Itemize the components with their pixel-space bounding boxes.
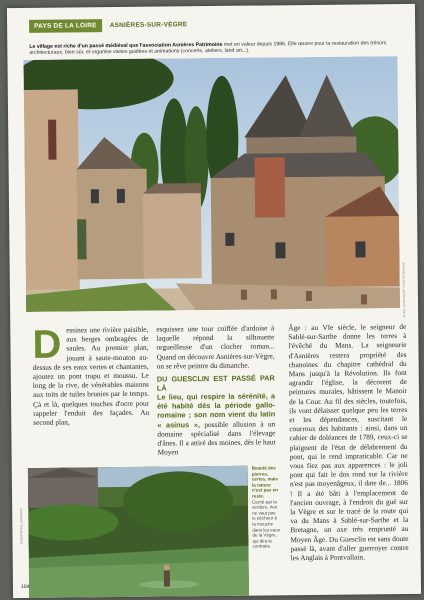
photo-credit: ALAIN LE BACQUER / PHOTOGRAPHIE [401, 261, 407, 318]
subheading: DU GUESCLIN EST PASSÉ PAR LÀ [156, 373, 275, 393]
photo-caption [29, 40, 389, 57]
place-label: ASNIÈRES-SUR-VÈGRE [109, 21, 188, 30]
village-photo [23, 56, 400, 312]
column-2-lede: Le lieu, qui respire la sérénité, a été habité dès la période gallo-romaine ; son nom vient du latin « asinus », [156, 391, 276, 430]
article-column-1 [32, 322, 150, 427]
main-photo [23, 56, 400, 312]
side-caption-body: Cerné par la verdure, rien ne vaut pas le pêcheur à la mouche dans les eaux de la Vègre, qui dira le contraire. [252, 498, 281, 549]
section-header [29, 18, 187, 33]
fisherman-photo [28, 466, 249, 598]
column-1-text: essinez une rivière paisible, aux berges ombragées de saules. Au premier plan, jouant à saute-mouton au-dessus de ses eaux vertes et chantantes, ajoutez un pont trapu et moussu. Le long de la rive, de vénérables maisons aux toits de tuiles brunies par le temps. Çà et là, quelques touches d'ocre pour rappeler l'enduit des façades. Au second plan, [32, 324, 150, 427]
river-photo [28, 466, 249, 598]
side-caption [252, 465, 281, 549]
page-number: 104 [20, 583, 30, 591]
side-photo-credit: CHRISTOPHE LEHENAFF [19, 508, 24, 545]
magazine-page [7, 4, 421, 598]
article-column-2 [156, 323, 275, 457]
column-2-end: possible allusion à un domaine spécialisé dans l'élevage d'ânes. Il a attiré des moines, dès le haut Moyen [157, 418, 276, 457]
column-2-text: esquissez une tour coiffée d'ardoise à laquelle répond la silhouette orgueilleuse d'un clocher roman... Quand on découvre Asnières-sur-Vègre, on se rêve peintre du dimanche. [156, 323, 275, 371]
section-label: PAYS DE LA LOIRE [29, 19, 102, 33]
caption-body: met en valeur depuis 1986. Elle œuvre pour la restauration des trésors architecturaux, bien sûr, et organise visites guidées et animations (concerts, ateliers, land art...). [29, 40, 387, 57]
drop-cap: D [32, 322, 62, 367]
article-column-3: Âge : au VIe siècle, le seigneur de Sablé-sur-Sarthe donne les terres à l'évêché du Mans. La seigneurie d'Asnières restera propriété des chanoines du chapitre cathédral du Mans jusqu'à la Révolution. Ils font agrandir l'église, la décorent de peintures murales, bâtissent le Manoir de la Cour. Au fil des siècles, toutefois, ils vont délaisser quelque peu les terres et les dépendances, suscitant le courroux des habitants : ainsi, dans un cahier de doléances de 1789, ceux-ci se plaignent de l'état de délabrement du pont, qui le rend impraticable. Car ne vous fiez pas aux apparences : le joli pont qui fait le dos rond sur la rivière n'est pas moyenâgeux, il date de... 1806 ! Il a été bâti à l'emplacement de l'ancien ouvrage, à l'endroit du gué sur la Vègre et sur le tracé de la route qui va du Mans à Sablé-sur-Sarthe et la Bretagne, un axe très emprunté au Moyen Âge. Du Guesclin est sans doute passé là, avant d'aller guerroyer contre les Anglais à Pontvallain. [288, 321, 409, 563]
side-caption-lead: Beauté des pierres, certes, mais la nature n'est pas en reste. [251, 465, 278, 499]
caption-lead: Le village est riche d'un passé médiéval que l'association Asnières Patrimoine [29, 41, 223, 50]
